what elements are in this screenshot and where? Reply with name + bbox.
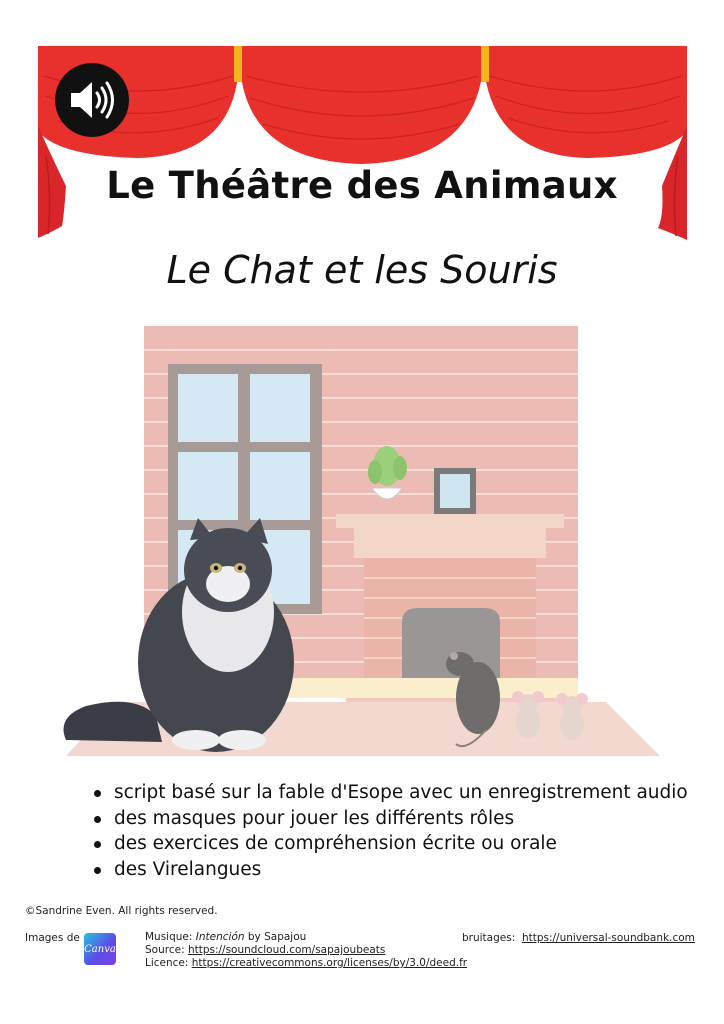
- list-item: des exercices de compréhension écrite ou orale: [92, 831, 692, 857]
- images-credit-label: Images de: [25, 932, 80, 944]
- sfx-label: bruitages:: [462, 932, 516, 944]
- list-item: des Virelangues: [92, 857, 692, 883]
- sound-effects-credit: [462, 932, 695, 945]
- speaker-icon: [67, 78, 117, 122]
- cat-and-mice-illustration: [46, 322, 664, 762]
- list-item: script basé sur la fable d'Esope avec un enregistrement audio: [92, 780, 692, 806]
- page-subtitle: Le Chat et les Souris: [166, 248, 558, 292]
- theater-curtain: [38, 46, 687, 246]
- music-title: Intención: [195, 931, 245, 943]
- source-link[interactable]: https://soundcloud.com/sapajoubeats: [187, 944, 386, 956]
- source-label: Source:: [145, 944, 185, 956]
- licence-label: Licence:: [145, 957, 189, 969]
- list-item: des masques pour jouer les différents rôles: [92, 806, 692, 832]
- music-artist: by Sapajou: [247, 931, 307, 943]
- canva-logo-text: Canva: [84, 943, 116, 955]
- feature-list: [92, 780, 692, 882]
- sfx-link[interactable]: https://universal-soundbank.com: [521, 932, 695, 944]
- licence-link[interactable]: https://creativecommons.org/licenses/by/3.0/deed.fr: [191, 957, 468, 969]
- play-audio-button[interactable]: [55, 63, 129, 137]
- canva-logo: [84, 933, 116, 965]
- music-credits: [145, 931, 467, 970]
- copyright-notice: ©Sandrine Even. All rights reserved.: [25, 905, 218, 917]
- page-title: Le Théâtre des Animaux: [106, 164, 618, 207]
- music-label: Musique:: [145, 931, 193, 943]
